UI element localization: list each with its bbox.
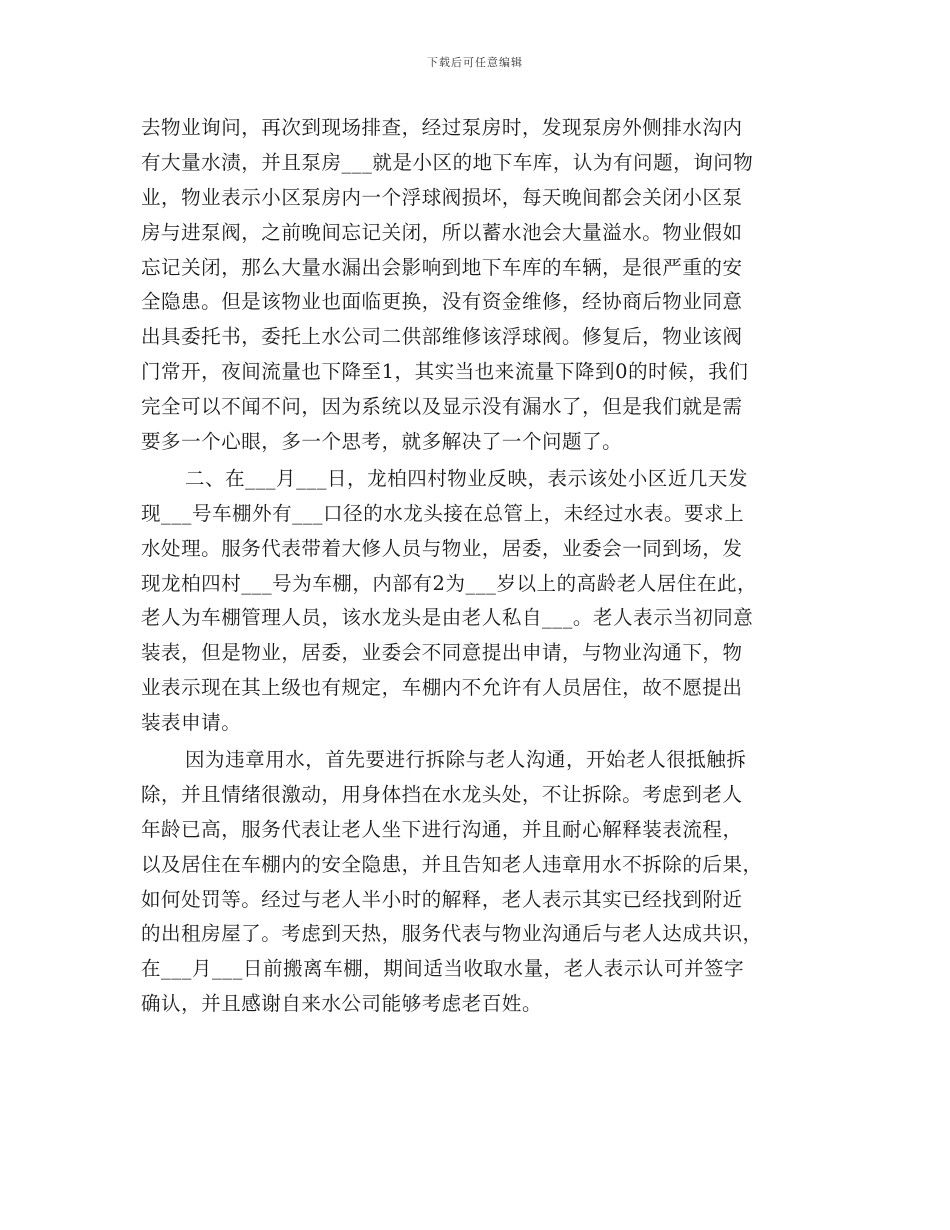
text-line: 的出租房屋了。考虑到天热，服务代表与物业沟通后与老人达成共识， xyxy=(141,922,763,946)
text-line: 要多一个心眼，多一个思考，就多解决了一个问题了。 xyxy=(141,430,623,454)
text-line: 年龄已高，服务代表让老人坐下进行沟通，并且耐心解释装表流程， xyxy=(141,817,743,841)
text-line: 确认，并且感谢自来水公司能够考虑老百姓。 xyxy=(141,992,543,1016)
text-line: 有大量水渍，并且泵房___就是小区的地下车库，认为有问题，询问物 xyxy=(141,150,754,174)
text-line: 房与进泵阀，之前晚间忘记关闭，所以蓄水池会大量溢水。物业假如 xyxy=(141,220,743,244)
paragraph-2 xyxy=(141,462,811,741)
text-line: 在___月___日前搬离车棚，期间适当收取水量，老人表示认可并签字 xyxy=(141,957,745,981)
text-line: 门常开，夜间流量也下降至1，其实当也来流量下降到0的时候，我们 xyxy=(141,360,749,384)
text-line: 因为违章用水，首先要进行拆除与老人沟通，开始老人很抵触拆 xyxy=(185,748,747,772)
text-line: 忘记关闭，那么大量水漏出会影响到地下车库的车辆，是很严重的安 xyxy=(141,255,743,279)
text-line: 现___号车棚外有___口径的水龙头接在总管上，未经过水表。要求上 xyxy=(141,501,745,525)
text-line: 业，物业表示小区泵房内一个浮球阀损坏，每天晚间都会关闭小区泵 xyxy=(141,185,743,209)
text-line: 现龙柏四村___号为车棚，内部有2为___岁以上的高龄老人居住在此， xyxy=(141,571,758,595)
text-line: 完全可以不闻不问，因为系统以及显示没有漏水了，但是我们就是需 xyxy=(141,395,743,419)
text-line: 老人为车棚管理人员，该水龙头是由老人私自___。老人表示当初同意 xyxy=(141,606,754,630)
paragraph-1 xyxy=(141,111,811,460)
text-line: 装表申请。 xyxy=(141,711,242,735)
page-header: 下载后可任意编辑 xyxy=(427,56,523,69)
text-line: 业表示现在其上级也有规定，车棚内不允许有人员居住，故不愿提出 xyxy=(141,676,743,700)
document-body xyxy=(141,111,811,1022)
text-line: 全隐患。但是该物业也面临更换，没有资金维修，经协商后物业同意 xyxy=(141,290,743,314)
text-line: 装表，但是物业，居委，业委会不同意提出申请，与物业沟通下，物 xyxy=(141,641,743,665)
text-line: 水处理。服务代表带着大修人员与物业，居委，业委会一同到场，发 xyxy=(141,536,743,560)
paragraph-3 xyxy=(141,743,811,1022)
text-line: 出具委托书，委托上水公司二供部维修该浮球阀。修复后，物业该阀 xyxy=(141,325,743,349)
text-line: 去物业询问，再次到现场排查，经过泵房时，发现泵房外侧排水沟内 xyxy=(141,116,743,139)
text-line: 除，并且情绪很激动，用身体挡在水龙头处，不让拆除。考虑到老人 xyxy=(141,782,743,806)
text-line: 如何处罚等。经过与老人半小时的解释，老人表示其实已经找到附近 xyxy=(141,887,743,911)
text-line: 二、在___月___日，龙柏四村物业反映，表示该处小区近几天发 xyxy=(185,466,749,490)
text-line: 以及居住在车棚内的安全隐患，并且告知老人违章用水不拆除的后果， xyxy=(141,852,763,876)
